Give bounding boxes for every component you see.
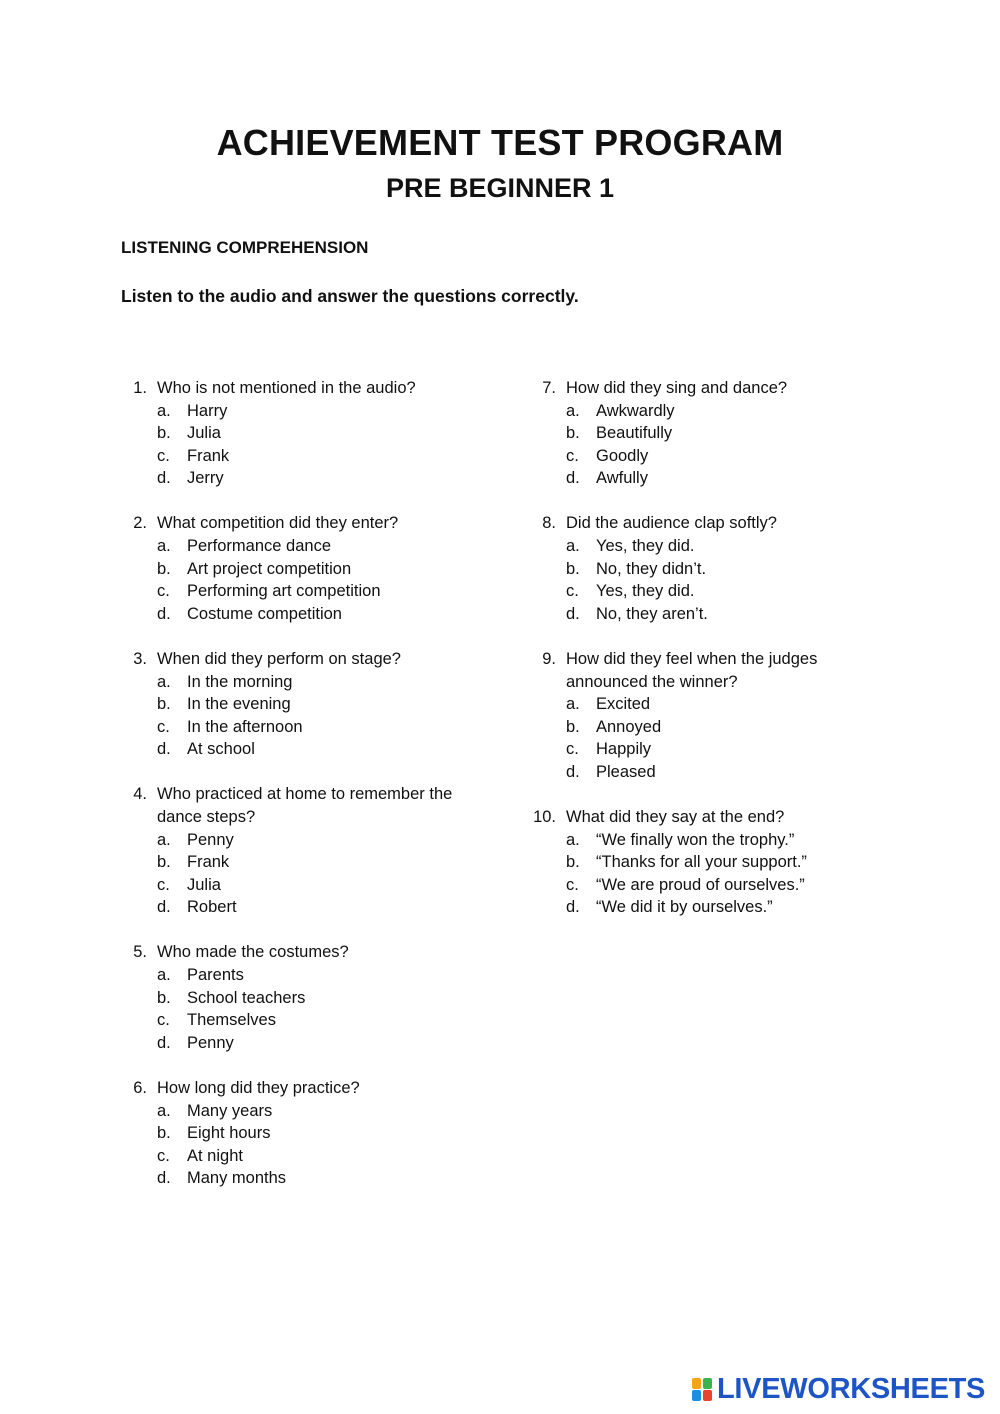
option-text: Happily: [596, 740, 652, 759]
question: [530, 512, 870, 625]
answer-option: [121, 716, 501, 739]
answer-options: [121, 671, 501, 761]
option-text: Performance dance: [187, 537, 331, 556]
option-letter: c.: [157, 446, 170, 465]
option-text: School teachers: [187, 988, 306, 1007]
option-letter: b.: [157, 559, 171, 578]
option-text: Excited: [596, 695, 651, 714]
questions-right-column: [530, 377, 870, 941]
option-text: Julia: [187, 424, 221, 443]
option-text: No, they didn’t.: [596, 559, 707, 578]
option-letter: d.: [157, 469, 171, 488]
question: [121, 648, 501, 761]
answer-option: [121, 851, 501, 874]
option-text: Annoyed: [596, 717, 662, 736]
answer-option: [121, 964, 501, 987]
answer-option: [121, 1100, 501, 1123]
option-letter: b.: [566, 853, 580, 872]
answer-option: [121, 738, 501, 761]
question-text: What competition did they enter?: [157, 514, 399, 533]
question-number: 8.: [542, 514, 556, 533]
option-letter: d.: [157, 1033, 171, 1052]
answer-option: [121, 1145, 501, 1168]
option-text: Jerry: [187, 469, 224, 488]
option-letter: a.: [157, 401, 171, 420]
option-text: Many months: [187, 1169, 287, 1188]
option-text: “We finally won the trophy.”: [596, 830, 795, 849]
option-text: Julia: [187, 875, 221, 894]
question-text: When did they perform on stage?: [157, 649, 401, 668]
option-text: “Thanks for all your support.”: [596, 853, 807, 872]
option-letter: b.: [157, 853, 171, 872]
question-number: 6.: [133, 1078, 147, 1097]
option-letter: c.: [566, 446, 579, 465]
answer-option: [121, 535, 501, 558]
option-letter: d.: [157, 898, 171, 917]
option-letter: d.: [157, 1169, 171, 1188]
answer-options: [530, 693, 870, 783]
option-text: Performing art competition: [187, 582, 381, 601]
option-letter: a.: [566, 695, 580, 714]
option-text: At school: [187, 740, 255, 759]
option-text: Art project competition: [187, 559, 352, 578]
answer-option: [530, 761, 870, 784]
question-number: 7.: [542, 379, 556, 397]
answer-option: [530, 874, 870, 897]
question: [121, 783, 501, 919]
option-letter: a.: [157, 672, 171, 691]
option-letter: d.: [566, 469, 580, 488]
question-number: 9.: [542, 649, 556, 668]
answer-option: [121, 693, 501, 716]
option-text: At night: [187, 1146, 243, 1165]
answer-options: [530, 535, 870, 625]
question-text: Who made the costumes?: [157, 943, 349, 962]
answer-option: [121, 874, 501, 897]
question-number: 10.: [533, 808, 556, 826]
answer-option: [530, 400, 870, 423]
page-subtitle: PRE BEGINNER 1: [385, 173, 615, 203]
answer-option: [530, 716, 870, 739]
option-letter: b.: [566, 717, 580, 736]
option-text: Eight hours: [187, 1124, 271, 1143]
option-text: Goodly: [596, 446, 649, 465]
answer-option: [121, 896, 501, 919]
option-text: Costume competition: [187, 604, 342, 623]
answer-option: [530, 896, 870, 919]
option-text: Pleased: [596, 762, 656, 781]
option-letter: b.: [566, 424, 580, 443]
answer-options: [121, 400, 501, 490]
option-letter: b.: [157, 695, 171, 714]
answer-option: [121, 558, 501, 581]
liveworksheets-logo-icon: [692, 1376, 714, 1402]
answer-option: [121, 1122, 501, 1145]
question: [121, 1077, 501, 1190]
question-text: How long did they practice?: [157, 1078, 360, 1097]
answer-option: [121, 603, 501, 626]
answer-option: [121, 445, 501, 468]
option-letter: b.: [157, 1124, 171, 1143]
option-text: No, they aren’t.: [596, 604, 708, 623]
option-text: Awkwardly: [596, 401, 675, 420]
answer-option: [121, 987, 501, 1010]
option-letter: c.: [566, 582, 579, 601]
answer-option: [530, 558, 870, 581]
option-letter: d.: [566, 604, 580, 623]
option-letter: a.: [157, 537, 171, 556]
questions-left-column: [121, 377, 501, 1212]
answer-option: [121, 829, 501, 852]
option-letter: c.: [157, 1011, 170, 1030]
option-text: “We did it by ourselves.”: [596, 898, 773, 917]
question-text: How did they sing and dance?: [566, 379, 788, 397]
answer-options: [121, 1100, 501, 1190]
answer-option: [121, 1032, 501, 1055]
option-text: Frank: [187, 853, 230, 872]
answer-option: [121, 671, 501, 694]
option-text: In the evening: [187, 695, 291, 714]
option-letter: a.: [566, 537, 580, 556]
question-number: 4.: [133, 785, 147, 804]
option-letter: d.: [566, 762, 580, 781]
question-text: Who is not mentioned in the audio?: [157, 379, 416, 397]
option-letter: b.: [566, 559, 580, 578]
option-text: Many years: [187, 1101, 273, 1120]
answer-option: [530, 580, 870, 603]
question-text: Who practiced at home to remember the dance steps?: [157, 785, 453, 826]
logo-text: LIVEWORKSHEETS: [717, 1372, 986, 1405]
option-letter: b.: [157, 424, 171, 443]
option-letter: a.: [157, 1101, 171, 1120]
option-letter: a.: [157, 966, 171, 985]
question-text: Did the audience clap softly?: [566, 514, 777, 533]
answer-options: [121, 535, 501, 625]
answer-option: [530, 829, 870, 852]
question: [530, 648, 870, 784]
answer-option: [530, 693, 870, 716]
answer-option: [530, 467, 870, 490]
answer-options: [530, 829, 870, 919]
option-letter: c.: [566, 740, 579, 759]
option-text: Beautifully: [596, 424, 673, 443]
answer-option: [121, 580, 501, 603]
option-text: Parents: [187, 966, 244, 985]
answer-option: [530, 851, 870, 874]
answer-options: [530, 400, 870, 490]
option-letter: c.: [566, 875, 579, 894]
answer-option: [530, 603, 870, 626]
option-letter: a.: [566, 401, 580, 420]
answer-option: [530, 422, 870, 445]
option-letter: b.: [157, 988, 171, 1007]
option-letter: c.: [157, 875, 170, 894]
question: [530, 377, 870, 490]
answer-option: [121, 467, 501, 490]
section-heading: LISTENING COMPREHENSION: [121, 238, 369, 257]
option-letter: d.: [157, 740, 171, 759]
option-text: Robert: [187, 898, 237, 917]
option-text: “We are proud of ourselves.”: [596, 875, 805, 894]
option-text: In the morning: [187, 672, 293, 691]
answer-option: [530, 445, 870, 468]
option-letter: c.: [157, 1146, 170, 1165]
option-text: Penny: [187, 830, 234, 849]
question-number: 1.: [133, 379, 147, 397]
option-text: Yes, they did.: [596, 582, 695, 601]
answer-option: [530, 738, 870, 761]
option-text: Themselves: [187, 1011, 276, 1030]
answer-option: [121, 1009, 501, 1032]
option-text: Yes, they did.: [596, 537, 695, 556]
answer-options: [121, 829, 501, 919]
answer-option: [530, 535, 870, 558]
page-title: ACHIEVEMENT TEST PROGRAM: [216, 122, 784, 163]
option-text: Penny: [187, 1033, 234, 1052]
option-letter: c.: [157, 582, 170, 601]
option-letter: d.: [157, 604, 171, 623]
option-text: In the afternoon: [187, 717, 303, 736]
question: [121, 941, 501, 1054]
question-number: 3.: [133, 649, 147, 668]
option-letter: d.: [566, 898, 580, 917]
answer-option: [121, 400, 501, 423]
option-letter: a.: [566, 830, 580, 849]
answer-option: [121, 422, 501, 445]
question: [530, 806, 870, 919]
option-letter: c.: [157, 717, 170, 736]
option-text: Awfully: [596, 469, 648, 488]
answer-options: [121, 964, 501, 1054]
option-text: Frank: [187, 446, 230, 465]
question: [121, 377, 501, 490]
question-number: 5.: [133, 943, 147, 962]
question: [121, 512, 501, 625]
question-text: What did they say at the end?: [566, 808, 785, 826]
liveworksheets-logo: [692, 1372, 985, 1406]
question-number: 2.: [133, 514, 147, 533]
instructions: Listen to the audio and answer the questions correctly.: [121, 286, 579, 306]
option-letter: a.: [157, 830, 171, 849]
question-text: How did they feel when the judges announced the winner?: [566, 649, 818, 691]
answer-option: [121, 1167, 501, 1190]
option-text: Harry: [187, 401, 228, 420]
